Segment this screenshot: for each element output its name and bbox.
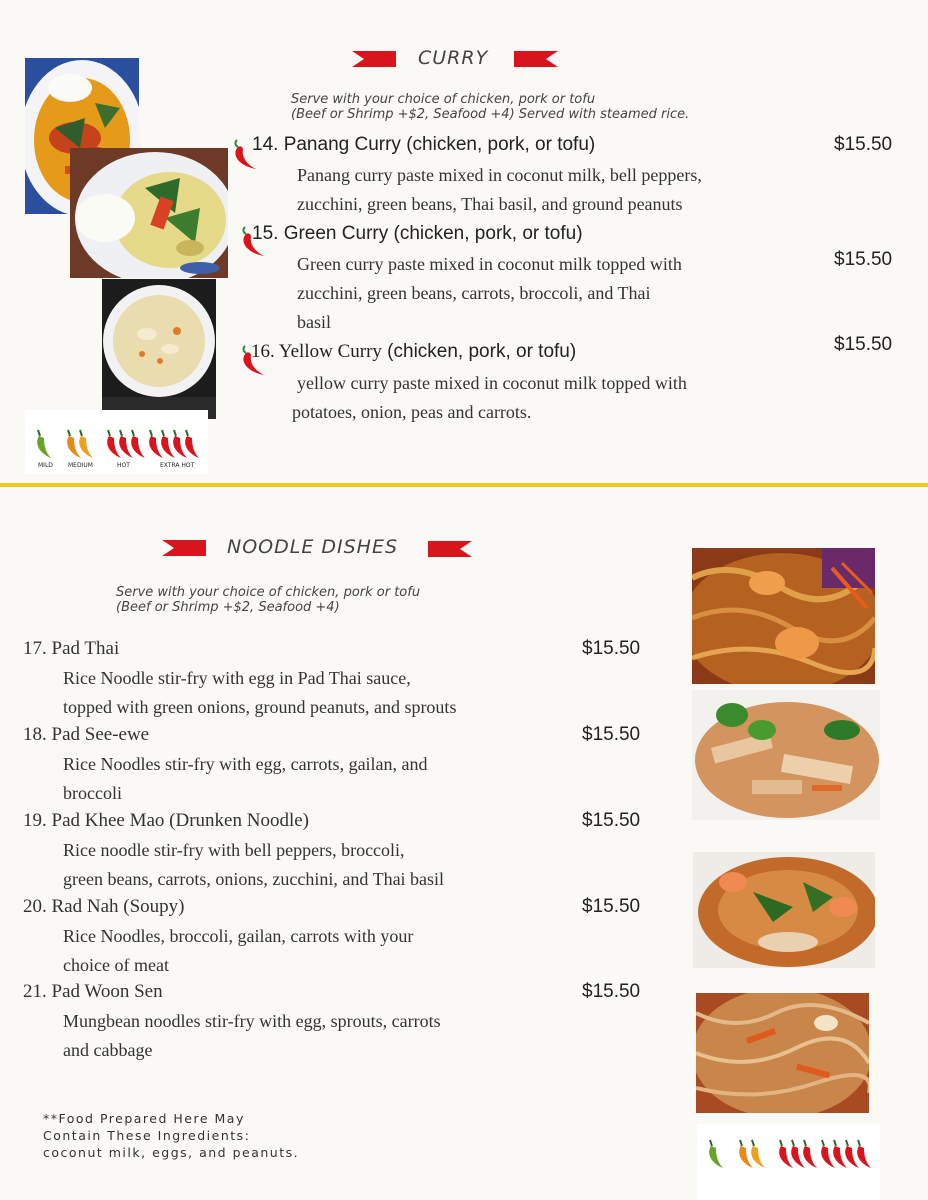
legend-label-medium: MEDIUM	[68, 462, 93, 469]
menu-item-price: $15.50	[582, 724, 641, 745]
spice-level-legend	[697, 1124, 880, 1200]
curry-section-title: CURRY	[418, 47, 489, 69]
description-line: and cabbage	[63, 1040, 153, 1060]
menu-item-description	[292, 369, 687, 427]
allergen-line: Contain These Ingredients:	[43, 1128, 251, 1143]
menu-item-price: $15.50	[834, 249, 893, 270]
curry-note-line: (Beef or Shrimp +$2, Seafood +4) Served with steamed rice.	[291, 107, 690, 122]
menu-item-title: 15. Green Curry (chicken, pork, or tofu)	[252, 223, 583, 244]
menu-item-title: 14. Panang Curry (chicken, pork, or tofu)	[252, 134, 596, 155]
menu-item-title: 17. Pad Thai	[23, 638, 120, 659]
menu-item-description	[63, 1007, 441, 1065]
description-line: broccoli	[63, 783, 122, 803]
red-chili-icon	[145, 428, 209, 462]
menu-item-price: $15.50	[582, 981, 641, 1002]
menu-item-title: 20. Rad Nah (Soupy)	[23, 896, 185, 917]
red-banner-left-icon	[162, 540, 206, 556]
spice-level-legend	[25, 410, 208, 474]
red-chili-icon	[817, 1138, 880, 1172]
curry-note-line: Serve with your choice of chicken, pork or tofu	[291, 92, 596, 107]
menu-item-description	[63, 664, 456, 722]
description-line: basil	[297, 312, 331, 332]
menu-item-title: 19. Pad Khee Mao (Drunken Noodle)	[23, 810, 309, 831]
green-chili-icon	[33, 428, 55, 462]
rad-nah-photo	[693, 852, 875, 968]
description-line: Panang curry paste mixed in coconut milk, bell peppers,	[297, 165, 702, 185]
menu-item-price: $15.50	[834, 134, 893, 155]
menu-item-title-name: 16. Yellow Curry	[251, 341, 382, 362]
description-line: Rice Noodles stir-fry with egg, carrots, gailan, and	[63, 754, 428, 774]
yellow-curry-photo	[102, 279, 216, 419]
menu-item-description	[63, 750, 428, 808]
legend-label-mild: MILD	[38, 462, 53, 469]
green-curry-photo	[70, 148, 228, 278]
menu-item-title: 21. Pad Woon Sen	[23, 981, 163, 1002]
curry-note	[291, 92, 689, 122]
menu-item-description	[63, 836, 444, 894]
pad-see-ewe-photo	[692, 690, 880, 820]
noodle-note-line: (Beef or Shrimp +$2, Seafood +4)	[116, 600, 340, 615]
red-banner-left-icon	[352, 51, 396, 67]
allergen-notice	[43, 1110, 299, 1161]
noodle-note	[116, 585, 420, 615]
noodle-note-line: Serve with your choice of chicken, pork or tofu	[116, 585, 421, 600]
menu-item-price: $15.50	[582, 896, 641, 917]
description-line: Mungbean noodles stir-fry with egg, sprouts, carrots	[63, 1011, 441, 1031]
description-line: choice of meat	[63, 955, 169, 975]
allergen-line: coconut milk, eggs, and peanuts.	[43, 1145, 300, 1160]
menu-item-description	[297, 250, 682, 337]
description-line: yellow curry paste mixed in coconut milk topped with	[297, 373, 687, 393]
orange-chili-icon	[63, 428, 103, 462]
menu-item-price: $15.50	[834, 334, 893, 355]
menu-item-description	[63, 922, 413, 980]
description-line: zucchini, green beans, carrots, broccoli, and Thai	[297, 283, 651, 303]
noodle-section-title: NOODLE DISHES	[227, 536, 399, 558]
menu-item-title	[251, 341, 576, 363]
allergen-line: **Food Prepared Here May	[43, 1111, 245, 1126]
pad-woon-sen-photo	[696, 993, 869, 1113]
orange-chili-icon	[735, 1138, 775, 1172]
description-line: potatoes, onion, peas and carrots.	[292, 402, 532, 422]
menu-item-title-options: (chicken, pork, or tofu)	[381, 341, 577, 362]
section-divider	[0, 483, 928, 487]
description-line: green beans, carrots, onions, zucchini, and Thai basil	[63, 869, 445, 889]
pad-thai-photo	[692, 548, 875, 684]
description-line: zucchini, green beans, Thai basil, and ground peanuts	[297, 194, 683, 214]
menu-item-price: $15.50	[582, 810, 641, 831]
description-line: topped with green onions, ground peanuts, and sprouts	[63, 697, 457, 717]
red-banner-right-icon	[428, 541, 472, 557]
description-line: Green curry paste mixed in coconut milk topped with	[297, 254, 682, 274]
legend-label-extra-hot: EXTRA HOT	[160, 462, 195, 469]
menu-item-price: $15.50	[582, 638, 641, 659]
red-banner-right-icon	[514, 51, 558, 67]
menu-item-description	[297, 161, 702, 219]
description-line: Rice Noodle stir-fry with egg in Pad Thai sauce,	[63, 668, 411, 688]
legend-label-hot: HOT	[117, 462, 130, 469]
menu-item-title: 18. Pad See-ewe	[23, 724, 150, 745]
description-line: Rice Noodles, broccoli, gailan, carrots with your	[63, 926, 414, 946]
green-chili-icon	[705, 1138, 727, 1172]
description-line: Rice noodle stir-fry with bell peppers, broccoli,	[63, 840, 405, 860]
